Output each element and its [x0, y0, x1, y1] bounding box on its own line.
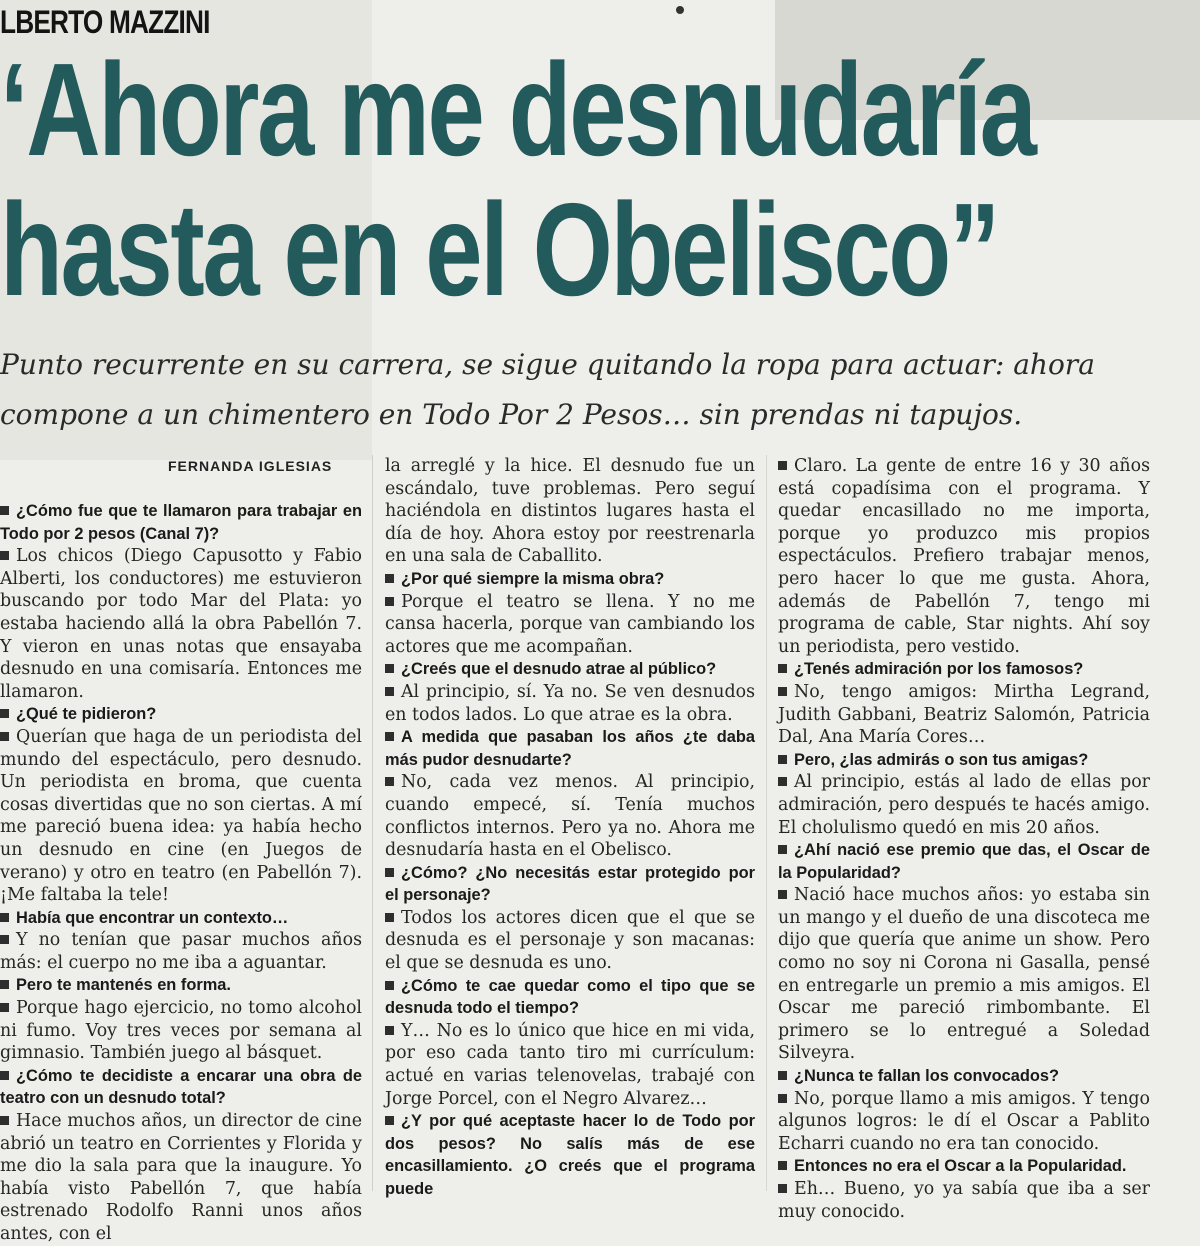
answer-text: Los chicos (Diego Capusotto y Fabio Alberti, los conductores) me estuvieron buscando por todo Mar del Plata: yo estaba haciendo allá la obra Pabellón 7. Y vieron en unas notas que ensayaba desnudo en una comisaría. Entonces me llamaron.: [0, 546, 362, 702]
interview-question: [778, 1155, 1150, 1178]
bullet-square-icon: [385, 664, 394, 673]
deck-line-1: Punto recurrente en su carrera, se sigue quitando la ropa para actuar: ahora: [0, 348, 1095, 381]
bullet-square-icon: [385, 574, 394, 583]
ink-dot: [676, 6, 684, 14]
interview-answer: [778, 455, 1150, 658]
answer-text: Querían que haga de un periodista del mundo del espectáculo, pero desnudo. Un periodista en broma, que cuenta cosas divertidas que no son ciertas. A mí me pareció buena idea: ya había hecho un desnudo en cine (en Juegos de verano) y otro en teatro (en Pabellón 7). ¡Me faltaba la tele!: [0, 726, 362, 906]
interview-answer: [0, 545, 362, 703]
bullet-square-icon: [0, 935, 9, 944]
interview-question: [385, 862, 755, 907]
bullet-square-icon: [778, 845, 787, 854]
answer-text: Porque el teatro se llena. Y no me cansa hacerla, porque van cambiando los actores que me acompañan.: [385, 591, 755, 657]
interview-question: [778, 658, 1150, 681]
interview-answer: [778, 1178, 1150, 1223]
bullet-square-icon: [0, 506, 9, 515]
bullet-square-icon: [778, 1184, 787, 1193]
question-text: Pero te mantenés en forma.: [16, 976, 231, 995]
interview-question: [385, 568, 755, 591]
bullet-square-icon: [385, 981, 394, 990]
byline: FERNANDA IGLESIAS: [168, 458, 333, 474]
column-divider: [372, 455, 373, 1191]
answer-text: Eh… Bueno, yo ya sabía que iba a ser muy conocido.: [778, 1179, 1150, 1222]
question-text: ¿Y por qué aceptaste hacer lo de Todo por dos pesos? No salís más de ese encasillamiento. ¿O creés que el programa puede: [385, 1112, 755, 1198]
answer-text: Al principio, estás al lado de ellas por admiración, pero después te hacés amigo. El cholulismo quedó en mis 20 años.: [778, 772, 1150, 838]
interview-answer: [778, 1088, 1150, 1156]
interview-question: [778, 839, 1150, 884]
bullet-square-icon: [778, 1071, 787, 1080]
question-text: Había que encontrar un contexto…: [16, 908, 289, 927]
interview-answer: [385, 907, 755, 975]
interview-answer: [778, 681, 1150, 749]
headline: [0, 36, 1035, 323]
bullet-square-icon: [0, 913, 9, 922]
answer-text: No, cada vez menos. Al principio, cuando empecé, sí. Tenía muchos conflictos internos. Pero ya no. Ahora me desnudaría hasta en el Obelisco.: [385, 772, 755, 861]
answer-text: Porque hago ejercicio, no tomo alcohol ni fumo. Voy tres veces por semana al gimnasio. También juego al básquet.: [0, 998, 362, 1064]
bullet-square-icon: [385, 1116, 394, 1125]
bullet-square-icon: [385, 913, 394, 922]
interview-answer: [385, 771, 755, 861]
interview-question: [0, 974, 362, 997]
bullet-square-icon: [0, 551, 9, 560]
interview-answer: [385, 681, 755, 726]
bullet-square-icon: [385, 868, 394, 877]
answer-text: Y no tenían que pasar muchos años más: el cuerpo no me iba a aguantar.: [0, 930, 362, 973]
question-text: A medida que pasaban los años ¿te daba más pudor desnudarte?: [385, 728, 755, 769]
question-text: ¿Creés que el desnudo atrae al público?: [401, 660, 717, 679]
interview-answer: [778, 771, 1150, 839]
answer-text: Todos los actores dicen que el que se desnuda es el personaje y son macanas: el que se desnuda es uno.: [385, 907, 755, 974]
bullet-square-icon: [778, 890, 787, 899]
deck-line-2: compone a un chimentero en Todo Por 2 Pesos… sin prendas ni tapujos.: [0, 398, 1023, 431]
article-column-1: [0, 500, 362, 1246]
interview-question: [385, 1110, 755, 1200]
bullet-square-icon: [385, 597, 394, 606]
question-text: ¿Ahí nació ese premio que das, el Oscar de la Popularidad?: [778, 841, 1150, 882]
interview-question: [778, 749, 1150, 772]
bullet-square-icon: [385, 777, 394, 786]
answer-text: la arreglé y la hice. El desnudo fue un escándalo, tuve problemas. Pero seguí haciéndola en distintos lugares hasta el día de hoy. Ahora estoy por reestrenarla en una sala de Caballito.: [385, 456, 755, 567]
bullet-square-icon: [778, 687, 787, 696]
bullet-square-icon: [0, 1003, 9, 1012]
bullet-square-icon: [385, 1026, 394, 1035]
question-text: Pero, ¿las admirás o son tus amigas?: [794, 750, 1089, 769]
answer-text: Hace muchos años, un director de cine abrió un teatro en Corrientes y Florida y me dio la sala para que la inaugure. Yo había visto Pabellón 7, que había estrenado Rodolfo Ranni unos años antes, con el: [0, 1111, 362, 1244]
bullet-square-icon: [778, 777, 787, 786]
bullet-square-icon: [0, 732, 9, 741]
answer-text: Al principio, sí. Ya no. Se ven desnudos en todos lados. Lo que atrae es la obra.: [385, 681, 755, 725]
question-text: ¿Cómo te decidiste a encarar una obra de teatro con un desnudo total?: [0, 1066, 362, 1108]
article-column-3: [778, 455, 1150, 1223]
bullet-square-icon: [385, 732, 394, 741]
interview-answer: [0, 726, 362, 907]
interview-question: [0, 500, 362, 545]
interview-answer: [385, 591, 755, 659]
answer-text: Claro. La gente de entre 16 y 30 años está copadísima con el programa. Y quedar encasillado no me importa, porque yo produzco mis propios espectáculos. Prefiero trabajar menos, pero hacer lo que me gusta. Ahora, además de Pabellón 7, tengo mi programa de cable, Star nights. Ahí soy un periodista, pero vestido.: [778, 456, 1150, 657]
article-column-2: [385, 455, 755, 1201]
bullet-square-icon: [778, 461, 787, 470]
interview-question: [0, 1065, 362, 1110]
bullet-square-icon: [385, 687, 394, 696]
interview-answer: [0, 1110, 362, 1246]
interview-question: [0, 907, 362, 930]
question-text: ¿Qué te pidieron?: [16, 705, 157, 724]
column-divider: [766, 455, 767, 1191]
interview-answer: [385, 455, 755, 568]
question-text: ¿Tenés admiración por los famosos?: [794, 660, 1084, 679]
interview-question: [385, 658, 755, 681]
answer-text: Y… No es lo único que hice en mi vida, por eso cada tanto tiro mi currículum: actué en varias telenovelas, trabajé con Jorge Porcel, con el Negro Alvarez…: [385, 1020, 755, 1109]
bullet-square-icon: [0, 1071, 9, 1080]
bullet-square-icon: [0, 709, 9, 718]
interview-question: [385, 975, 755, 1020]
answer-text: No, porque llamo a mis amigos. Y tengo algunos logros: le dí el Oscar a Pablito Echarri cuando no era tan conocido.: [778, 1088, 1150, 1154]
answer-text: No, tengo amigos: Mirtha Legrand, Judith Gabbani, Beatriz Salomón, Patricia Dal, Ana María Cores…: [778, 681, 1150, 748]
interview-question: [778, 1065, 1150, 1088]
question-text: ¿Por qué siempre la misma obra?: [401, 569, 665, 588]
deck-subtitle: [0, 340, 1190, 440]
bullet-square-icon: [0, 1116, 9, 1125]
bullet-square-icon: [0, 980, 9, 989]
bullet-square-icon: [778, 755, 787, 764]
answer-text: Nació hace muchos años: yo estaba sin un mango y el dueño de una discoteca me dijo que quería que anime un show. Pero como no soy ni Corona ni Gasalla, pensé en entregarle un premio a mis amigos. El Oscar me pareció rimbombante. El primero se lo entregué a Soledad Silveyra.: [778, 885, 1150, 1064]
kicker-name: LBERTO MAZZINI: [0, 4, 210, 40]
bullet-square-icon: [778, 664, 787, 673]
headline-line-2: hasta en el Obelisco”: [0, 176, 999, 323]
question-text: ¿Nunca te fallan los convocados?: [794, 1067, 1060, 1086]
interview-answer: [778, 884, 1150, 1065]
bullet-square-icon: [778, 1094, 787, 1103]
bullet-square-icon: [778, 1161, 787, 1170]
interview-answer: [0, 929, 362, 974]
interview-answer: [0, 997, 362, 1065]
question-text: ¿Cómo fue que te llamaron para trabajar en Todo por 2 pesos (Canal 7)?: [0, 502, 362, 543]
interview-answer: [385, 1020, 755, 1110]
interview-question: [385, 726, 755, 771]
question-text: ¿Cómo te cae quedar como el tipo que se desnuda todo el tiempo?: [385, 976, 755, 1018]
question-text: ¿Cómo? ¿No necesitás estar protegido por el personaje?: [385, 863, 755, 905]
question-text: Entonces no era el Oscar a la Popularidad.: [794, 1157, 1127, 1176]
headline-line-1: ‘Ahora me desnudaría: [0, 36, 1035, 183]
interview-question: [0, 703, 362, 726]
